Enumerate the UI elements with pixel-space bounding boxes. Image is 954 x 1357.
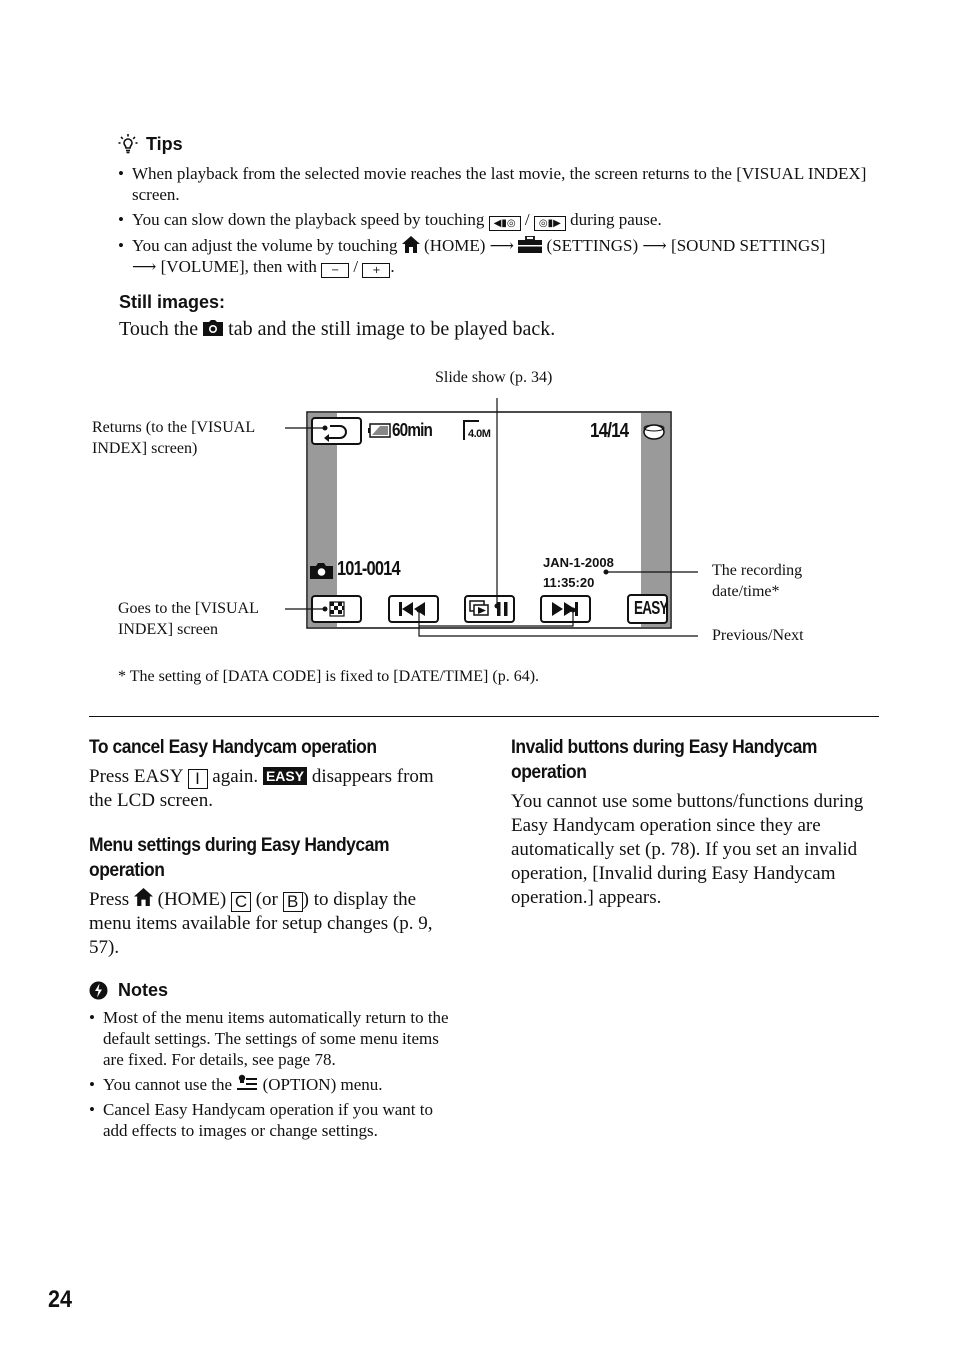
section-divider bbox=[89, 716, 879, 717]
lcd-display bbox=[337, 413, 641, 627]
cancel-body: Press EASY I again. EASY disappears from the LCD screen. bbox=[89, 766, 434, 811]
previous-button bbox=[389, 596, 438, 622]
plus-button-icon: + bbox=[362, 263, 390, 278]
arrow-right-icon: ⟶ bbox=[132, 257, 157, 276]
still-images-text: Touch the tab and the still image to be played back. bbox=[119, 318, 556, 340]
cancel-heading: To cancel Easy Handycam operation bbox=[89, 737, 377, 758]
still-images-heading: Still images: bbox=[119, 292, 226, 312]
slow-forward-button-icon: ◎▮▶ bbox=[534, 216, 566, 231]
key-b: B bbox=[283, 892, 303, 912]
notes-list bbox=[89, 1007, 459, 1145]
list-item: • You can slow down the playback speed by touching ◀▮◎ / ◎▮▶ during pause. bbox=[118, 209, 868, 231]
callout-returns: Returns (to the [VISUAL INDEX] screen) bbox=[92, 419, 255, 457]
menu-heading: Menu settings during Easy Handycam operation bbox=[89, 835, 390, 881]
minus-button-icon: − bbox=[321, 263, 349, 278]
arrow-right-icon: ⟶ bbox=[489, 236, 515, 255]
arrow-right-icon: ⟶ bbox=[642, 236, 667, 255]
slideshow-pause-button bbox=[465, 596, 514, 622]
record-date: JAN-1-2008 bbox=[543, 555, 614, 570]
list-item: • Cancel Easy Handycam operation if you want to add effects to images or change settings. bbox=[89, 1099, 459, 1141]
page-number: 24 bbox=[48, 1286, 73, 1313]
key-c: C bbox=[231, 892, 251, 912]
notes-warning-icon bbox=[89, 981, 108, 1000]
media-disc-icon bbox=[644, 425, 664, 439]
image-size-value: 4.0M bbox=[468, 428, 491, 440]
file-number: 101-0014 bbox=[337, 558, 400, 580]
home-icon bbox=[134, 888, 153, 906]
list-item: • You can adjust the volume by touching (HOME) ⟶ (SETTINGS) ⟶ [SOUND SETTINGS] ⟶ [VOLUME], then with − / + . bbox=[118, 235, 868, 278]
key-i: I bbox=[188, 769, 208, 789]
battery-remaining: 60min bbox=[392, 420, 432, 440]
option-icon bbox=[236, 1074, 258, 1092]
lcd-left-bar bbox=[308, 413, 337, 627]
slow-reverse-button-icon: ◀▮◎ bbox=[489, 216, 521, 231]
easy-indicator-icon: EASY bbox=[263, 767, 307, 785]
invalid-buttons-heading: Invalid buttons during Easy Handycam operation bbox=[511, 737, 817, 783]
easy-button-label[interactable]: EASY bbox=[634, 598, 668, 618]
footnote: * The setting of [DATA CODE] is fixed to [DATE/TIME] (p. 64). bbox=[118, 668, 540, 685]
battery-icon bbox=[368, 424, 390, 437]
callout-prev-next: Previous/Next bbox=[712, 627, 804, 644]
tips-title: Tips bbox=[146, 133, 183, 154]
callout-slideshow: Slide show (p. 34) bbox=[435, 369, 553, 386]
list-item: • Most of the menu items automatically return to the default settings. The settings of some menu items are fixed. For details, see page 78. bbox=[89, 1007, 459, 1070]
callout-recording-date: The recording date/time* bbox=[712, 562, 803, 600]
return-button bbox=[312, 418, 361, 444]
notes-heading: Notes bbox=[89, 980, 168, 1001]
list-item: • You cannot use the (OPTION) menu. bbox=[89, 1074, 459, 1095]
record-time: 11:35:20 bbox=[543, 575, 595, 590]
next-button bbox=[541, 596, 590, 622]
menu-body: Press (HOME) C (or B ) to display the menu items available for setup changes (p. 9, 57). bbox=[89, 889, 433, 958]
list-item: • When playback from the selected movie reaches the last movie, the screen returns to the [VISUAL INDEX] screen. bbox=[118, 163, 868, 205]
invalid-buttons-body: You cannot use some buttons/functions during Easy Handycam operation since they are automatically set (p. 78). If you set an invalid operation, [Invalid during Easy Handycam operation.] appears. bbox=[511, 791, 864, 908]
callout-goes-to: Goes to the [VISUAL INDEX] screen bbox=[118, 600, 259, 638]
image-counter: 14/14 bbox=[590, 420, 629, 442]
